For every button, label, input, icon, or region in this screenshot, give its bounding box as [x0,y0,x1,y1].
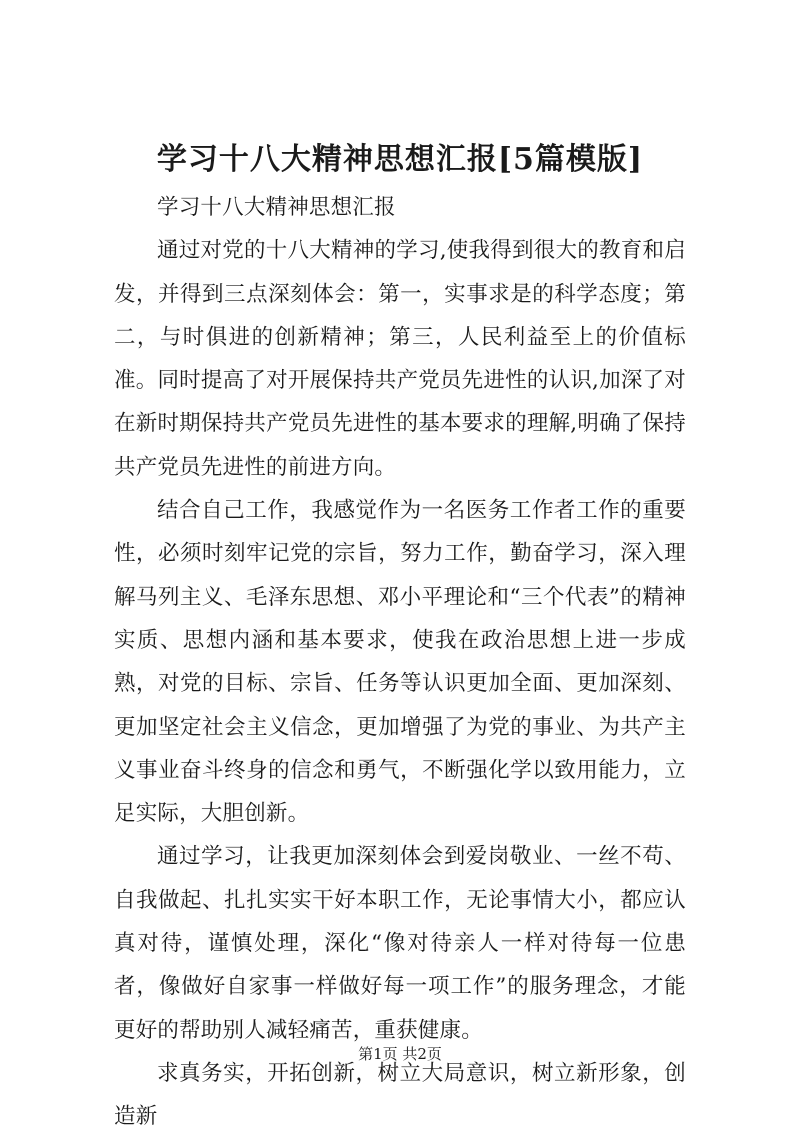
paragraph: 通过对党的十八大精神的学习,使我得到很大的教育和启发，并得到三点深刻体会：第一，实事求是的科学态度；第二，与时俱进的创新精神；第三，人民利益至上的价值标准。同时提高了对开展保持共产党员先进性的认识,加深了对在新时期保持共产党员先进性的基本要求的理解,明确了保持共产党员先进性的前进方向。 [114,238,686,480]
document-body [114,186,686,1139]
document-title: 学习十八大精神思想汇报[5篇模版] [156,142,644,177]
paragraph-subtitle: 学习十八大精神思想汇报 [157,195,396,220]
paragraph: 结合自己工作，我感觉作为一名医务工作者工作的重要性，必须时刻牢记党的宗旨，努力工作，勤奋学习，深入理解马列主义、毛泽东思想、邓小平理论和“三个代表”的精神实质、思想内涵和基本要求，使我在政治思想上进一步成熟，对党的目标、宗旨、任务等认识更加全面、更加深刻、更加坚定社会主义信念，更加增强了为党的事业、为共产主义事业奋斗终身的信念和勇气，不断强化学以致用能力，立足实际，大胆创新。 [114,498,686,827]
paragraph: 求真务实，开拓创新，树立大局意识，树立新形象，创造新 [114,1060,686,1130]
page-footer: 第1页 共2页 [358,1045,442,1063]
paragraph: 通过学习，让我更加深刻体会到爱岗敬业、一丝不苟、自我做起、扎扎实实干好本职工作，无论事情大小，都应认真对待，谨慎处理，深化“像对待亲人一样对待每一位患者，像做好自家事一样做好每一项工作”的服务理念，才能更好的帮助别人减轻痛苦，重获健康。 [114,844,686,1043]
